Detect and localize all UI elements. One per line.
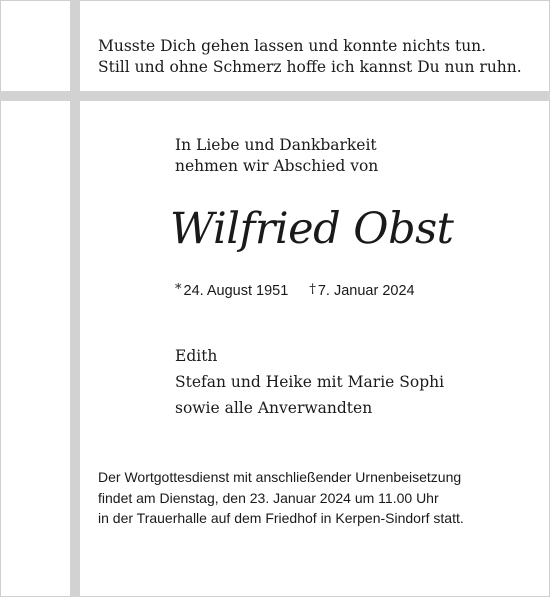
service-info bbox=[98, 467, 464, 529]
service-line-1: Der Wortgottesdienst mit anschließender Urnenbeisetzung bbox=[98, 469, 462, 485]
mourner-line: Stefan und Heike mit Marie Sophi bbox=[175, 373, 445, 391]
cross-horizontal-bar bbox=[0, 91, 550, 101]
mourners-list bbox=[175, 343, 444, 421]
life-dates bbox=[175, 280, 415, 301]
cross-vertical-bar bbox=[70, 0, 80, 597]
intro-line-1: In Liebe und Dankbarkeit bbox=[175, 136, 377, 154]
intro-text bbox=[175, 135, 378, 177]
deceased-name: Wilfried Obst bbox=[170, 204, 454, 254]
intro-line-2: nehmen wir Abschied von bbox=[175, 157, 379, 175]
service-line-2: findet am Dienstag, den 23. Januar 2024 um 11.00 Uhr bbox=[98, 489, 439, 506]
death-symbol: † bbox=[309, 282, 316, 297]
motto-line-1: Musste Dich gehen lassen und konnte nichts tun. bbox=[98, 37, 487, 55]
mourner-line: sowie alle Anverwandten bbox=[175, 399, 373, 417]
birth-symbol: * bbox=[175, 282, 182, 297]
motto-verse bbox=[98, 36, 522, 78]
death-date: 7. Januar 2024 bbox=[317, 283, 415, 299]
motto-line-2: Still und ohne Schmerz hoffe ich kannst Du nun ruhn. bbox=[98, 58, 522, 76]
mourner-line: Edith bbox=[175, 347, 218, 365]
birth-date: 24. August 1951 bbox=[183, 283, 289, 299]
service-line-3: in der Trauerhalle auf dem Friedhof in Kerpen-Sindorf statt. bbox=[98, 510, 464, 526]
